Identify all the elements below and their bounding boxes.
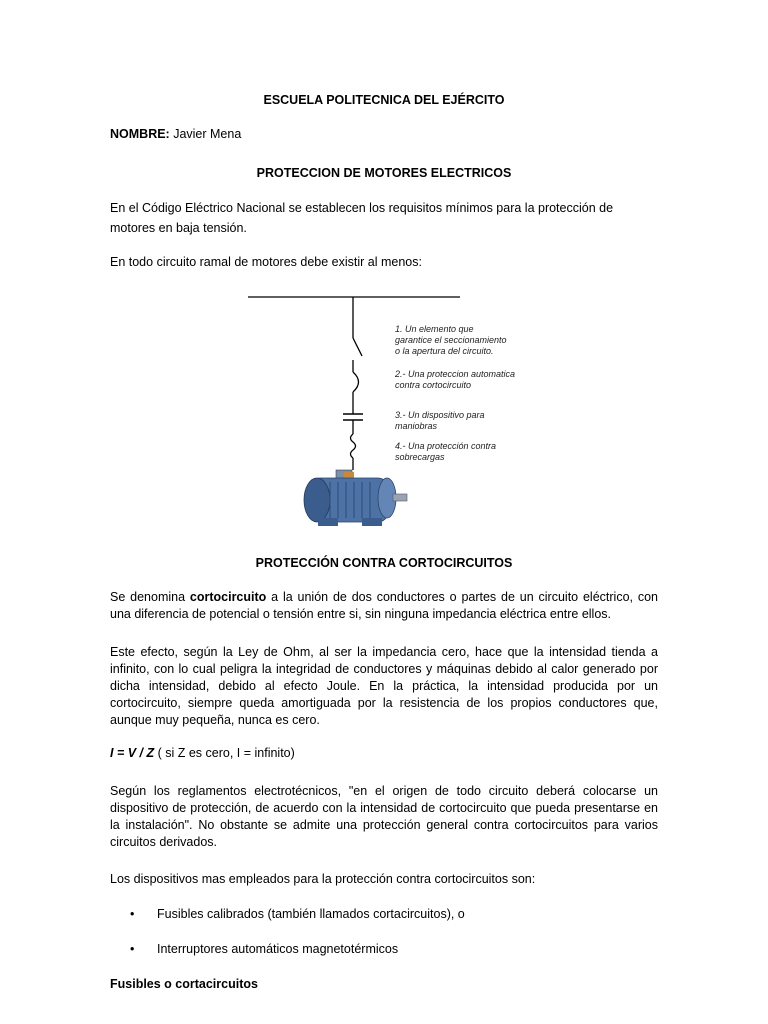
formula-note: ( si Z es cero, I = infinito)	[154, 746, 295, 760]
diagram-label-3	[395, 410, 485, 432]
diagram-label-1-line-3: o la apertura del circuito.	[395, 346, 494, 356]
motor-icon	[304, 470, 407, 526]
diagram-label-1-line-2: garantice el seccionamiento	[395, 335, 507, 345]
paragraph-ohm-law: Este efecto, según la Ley de Ohm, al ser la impedancia cero, hace que la intensidad tienda a infinito, con lo cual peligra la integridad de conductores y máquinas debido al calor generado por dicha intensidad, debido al efecto Joule. En la práctica, la intensidad producida por un cortocircuito, siempre queda amortiguada por la resistencia de los propios conductores que, aunque muy pequeña, nunca es cero.	[110, 645, 658, 727]
name-line	[110, 127, 658, 141]
paragraph-short-circuit-definition	[110, 589, 658, 623]
diagram-label-2	[395, 369, 515, 391]
final-heading: Fusibles o cortacircuitos	[110, 977, 258, 991]
diagram-label-3-line-1: 3.- Un dispositivo para	[395, 410, 485, 420]
school-title: ESCUELA POLITECNICA DEL EJÉRCITO	[263, 93, 505, 107]
diagram-label-1	[395, 324, 507, 357]
intro-line-1: En el Código Eléctrico Nacional se establecen los requisitos mínimos para la protección de	[110, 201, 614, 215]
bullet-dot: •	[130, 907, 135, 921]
name-value: Javier Mena	[173, 127, 242, 141]
diagram-label-1-line-1: 1. Un elemento que	[395, 324, 474, 334]
p1-text-start: Se denomina	[110, 590, 190, 604]
formula-line	[110, 746, 658, 760]
overload-symbol	[351, 434, 356, 458]
intro-line-2: motores en baja tensión.	[110, 221, 247, 235]
paragraph-regulations: Según los reglamentos electrotécnicos, "en el origen de todo circuito deberá colocarse un dispositivo de protección, de acuerdo con la intensidad de cortocircuito que pueda presentarse en la instalación". No obstante se admite una protección general contra cortocircuitos para varios circuitos derivados.	[110, 784, 658, 849]
diagram-label-4	[395, 441, 496, 463]
bullet-dot: •	[130, 942, 135, 956]
diagram-label-4-line-1: 4.- Una protección contra	[395, 441, 497, 451]
p1-bold-term: cortocircuito	[189, 590, 267, 604]
p1-text-end: a la unión de dos conductores o partes de un circuito eléctrico, con una diferencia de potencial o tensión entre si, sin ninguna impedancia eléctrica entre ellos.	[110, 590, 658, 621]
name-label: NOMBRE:	[110, 127, 170, 141]
paragraph-devices-intro: Los dispositivos mas empleados para la protección contra cortocircuitos son:	[110, 872, 536, 886]
bullet-text-fuses: Fusibles calibrados (también llamados cortacircuitos), o	[157, 907, 465, 921]
switch-blade	[353, 338, 362, 356]
document-title: PROTECCION DE MOTORES ELECTRICOS	[256, 166, 512, 180]
bullet-text-breakers: Interruptores automáticos magnetotérmicos	[157, 942, 399, 956]
motor-protection-diagram	[240, 286, 540, 531]
formula-expression: I = V / Z	[110, 746, 155, 760]
diagram-label-2-line-2: contra cortocircuito	[395, 380, 472, 390]
circuit-intro: En todo circuito ramal de motores debe existir al menos:	[110, 255, 422, 269]
diagram-drawing	[240, 286, 540, 531]
diagram-label-4-line-2: sobrecargas	[395, 452, 445, 462]
breaker-symbol	[353, 372, 359, 392]
diagram-label-2-line-1: 2.- Una proteccion automatica	[395, 369, 516, 379]
section-title: PROTECCIÓN CONTRA CORTOCIRCUITOS	[255, 556, 513, 570]
diagram-label-3-line-2: maniobras	[395, 421, 438, 431]
